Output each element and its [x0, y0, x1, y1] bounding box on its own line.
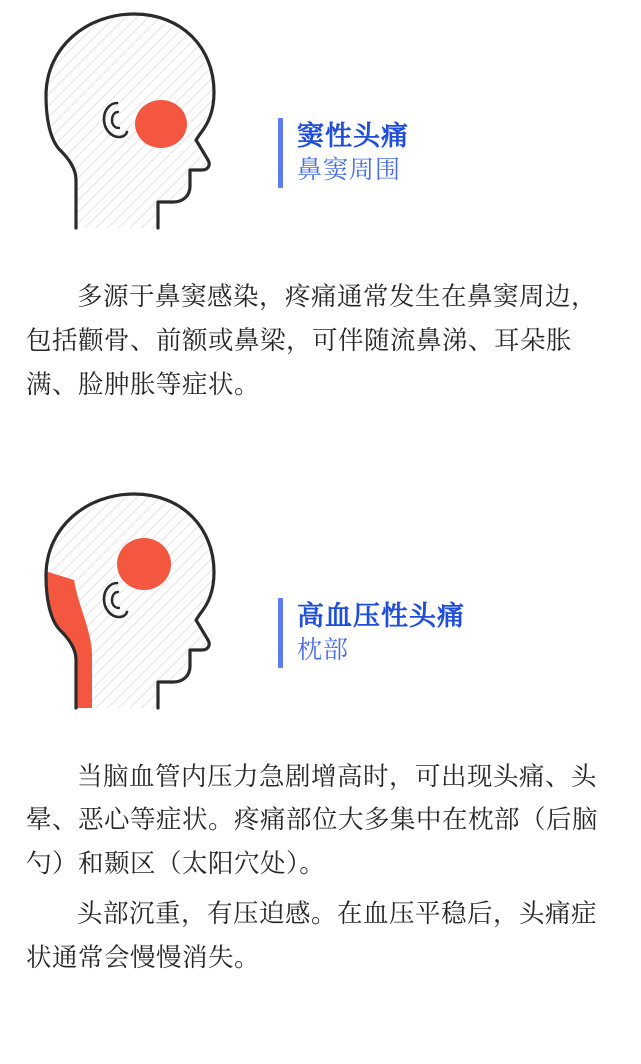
section-spacer: [0, 414, 641, 480]
section-subtitle: 鼻窦周围: [297, 156, 402, 185]
title-texts: [297, 118, 409, 188]
hypertension-head-svg: [18, 480, 268, 725]
section-hypertension-headache: [0, 480, 641, 981]
section-body: [0, 276, 641, 408]
title-row: [278, 598, 641, 668]
title-accent-bar: [278, 118, 283, 188]
pain-region-sinus: [135, 100, 187, 148]
section-title: 窦性头痛: [297, 121, 409, 151]
body-paragraph: 头部沉重，有压迫感。在血压平稳后，头痛症状通常会慢慢消失。: [26, 900, 598, 973]
title-block: [270, 480, 641, 668]
title-row: [278, 118, 641, 188]
skull-hatch-fill: [18, 480, 268, 725]
head-profile-sinus-pain: [0, 0, 270, 250]
section-title: 高血压性头痛: [297, 600, 465, 631]
section-header: [0, 480, 641, 730]
title-block: [270, 0, 641, 188]
body-paragraph: 当脑血管内压力急剧增高时，可出现头痛、头晕、恶心等症状。疼痛部位大多集中在枕部（后脑勺）和颞区（太阳穴处）。: [26, 762, 599, 879]
section-sinus-headache: [0, 0, 641, 408]
title-accent-bar: [278, 598, 283, 668]
body-paragraph: 多源于鼻窦感染，疼痛通常发生在鼻窦周边，包括颧骨、前额或鼻梁，可伴随流鼻涕、耳朵胀满、脸肿胀等症状。: [26, 283, 598, 399]
title-texts: [297, 598, 465, 668]
head-profile-hypertension-pain: [0, 480, 270, 730]
sinus-head-svg: [18, 0, 268, 245]
section-header: [0, 0, 641, 250]
section-body: [0, 756, 641, 981]
section-subtitle: 枕部: [297, 636, 350, 665]
pain-region-temple: [117, 538, 171, 590]
